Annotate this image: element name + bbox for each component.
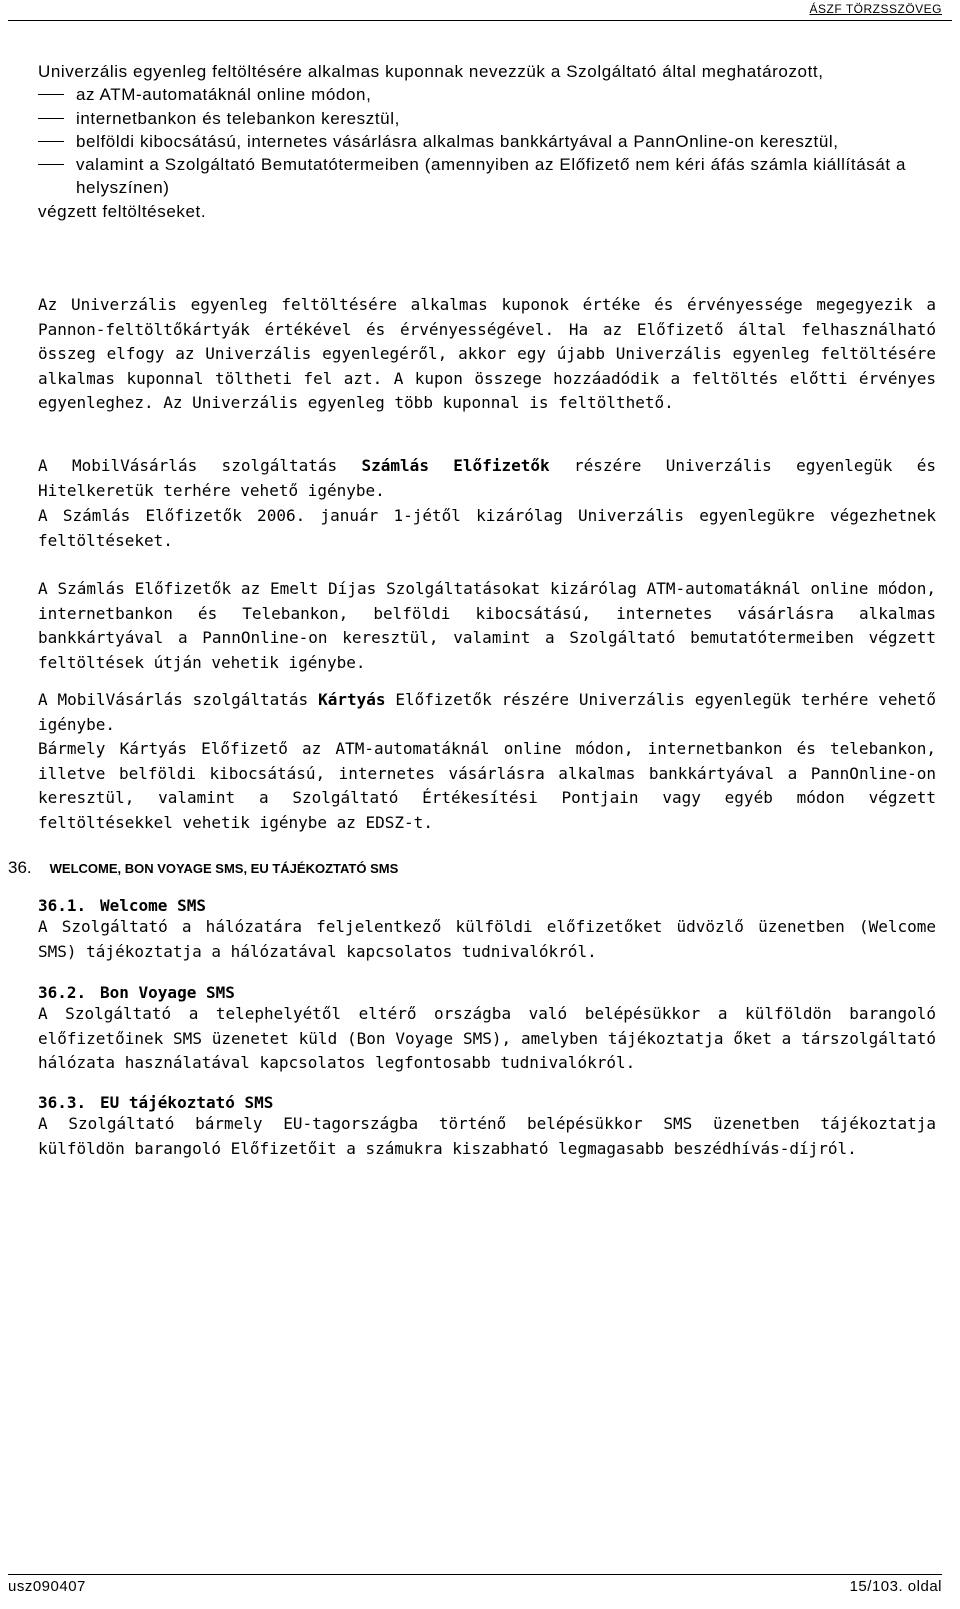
subsection-36-1-heading [38,896,936,915]
paragraph-2 [38,454,936,503]
paragraph-2-bold: Számlás Előfizetők [361,456,550,475]
subsection-36-3 [38,1093,936,1161]
subsection-36-1 [38,896,936,964]
footer-doc-id: usz090407 [8,1578,86,1595]
paragraph-2-pre: A MobilVásárlás szolgáltatás [38,456,362,475]
intro-item-2: internetbankon és telebankon keresztül, [38,107,936,130]
paragraph-1: Az Univerzális egyenleg feltöltésére alkalmas kuponok értéke és érvényessége megegyezik a Pannon-feltöltőkártyák értékével és érvényességével. Ha az Előfizető által felhasználható összeg elfogy az Univerzális egyenlegéről, akkor egy újabb Univerzális egyenleg feltöltésére alkalmas kuponnal töltheti fel azt. A kupon összege hozzáadódik a feltöltés előtti érvényes egyenleghez. Az Univerzális egyenleg több kuponnal is feltölthető. [38,295,936,412]
paragraph-4: A Számlás Előfizetők az Emelt Díjas Szolgáltatásokat kizárólag ATM-automatáknál online módon, internetbankon és Telebankon, belföldi kibocsátású, internetes vásárlásra alkalmas bankkártyával a PannOnline-on keresztül, valamint a Szolgáltató bemutatótermeiben végzett feltöltések útján vehetik igénybe. [38,579,936,672]
subsection-36-1-body: A Szolgáltató a hálózatára feljelentkező külföldi előfizetőket üdvözlő üzenetben (Welcome SMS) tájékoztatja a hálózatával kapcsolatos tudnivalókról. [38,917,936,961]
subsection-36-1-number: 36.1. [38,896,87,915]
footer-rule [8,1574,942,1575]
intro-tail: végzett feltöltéseket. [38,201,207,221]
subsection-36-1-title: Welcome SMS [100,896,206,915]
subsection-36-3-body: A Szolgáltató bármely EU-tagországba történő belépésükkor SMS üzenetben tájékoztatja külföldön barangoló Előfizetőit a számukra kiszabható legmagasabb beszédhívás-díjról. [38,1114,936,1158]
subsection-36-3-number: 36.3. [38,1093,87,1112]
subsection-36-3-heading [38,1093,936,1112]
paragraph-5-post: Előfizetők részére Univerzális egyenlegük terhére vehető igénybe. [38,690,936,734]
footer-page-number: 15/103. oldal [849,1578,942,1595]
intro-item-3: belföldi kibocsátású, internetes vásárlásra alkalmas bankkártyával a PannOnline-on keresztül, [38,130,936,153]
intro-block [38,60,936,223]
subsection-36-2-number: 36.2. [38,983,87,1002]
subsection-36-2-body: A Szolgáltató a telephelyétől eltérő országba való belépésükkor a külföldön barangoló előfizetőinek SMS üzenetet küld (Bon Voyage SMS), amelyben tájékoztatja őket a társzolgáltató hálózata használatával kapcsolatos legfontosabb tudnivalókról. [38,1004,936,1072]
intro-lead: Univerzális egyenleg feltöltésére alkalmas kuponnak nevezzük a Szolgáltató által meghatározott, [38,62,824,81]
section-36-number: 36. [8,858,32,877]
subsection-36-2 [38,983,936,1076]
subsection-36-2-title: Bon Voyage SMS [100,983,235,1002]
subsection-36-2-heading [38,983,936,1002]
intro-item-1: az ATM-automatáknál online módon, [38,83,936,106]
intro-item-4: valamint a Szolgáltató Bemutatótermeiben (amennyiben az Előfizető nem kéri áfás számla kiállítását a helyszínen) [38,153,936,200]
header-title: ÁSZF TÖRZSSZÖVEG [809,2,942,16]
paragraph-5-pre: A MobilVásárlás szolgáltatás [38,690,319,709]
paragraph-6: Bármely Kártyás Előfizető az ATM-automatáknál online módon, internetbankon és telebankon, illetve belföldi kibocsátású, internetes vásárlásra alkalmas bankkártyával a PannOnline-on keresztül, valamint a Szolgáltató Értékesítési Pontjain vagy egyéb módon végzett feltöltésekkel vehetik igénybe az EDSZ-t. [38,739,936,832]
section-36-title: WELCOME, BON VOYAGE SMS, EU TÁJÉKOZTATÓ SMS [49,861,399,876]
subsection-36-3-title: EU tájékoztató SMS [100,1093,274,1112]
section-36-heading [8,858,936,878]
paragraph-3: A Számlás Előfizetők 2006. január 1-jétől kizárólag Univerzális egyenlegükre végezhetnek feltöltéseket. [38,506,936,550]
paragraph-5-bold: Kártyás [318,690,386,709]
paragraph-2-post: részére Univerzális egyenlegük és Hitelkeretük terhére vehető igénybe. [38,456,937,500]
paragraph-5 [38,688,936,737]
